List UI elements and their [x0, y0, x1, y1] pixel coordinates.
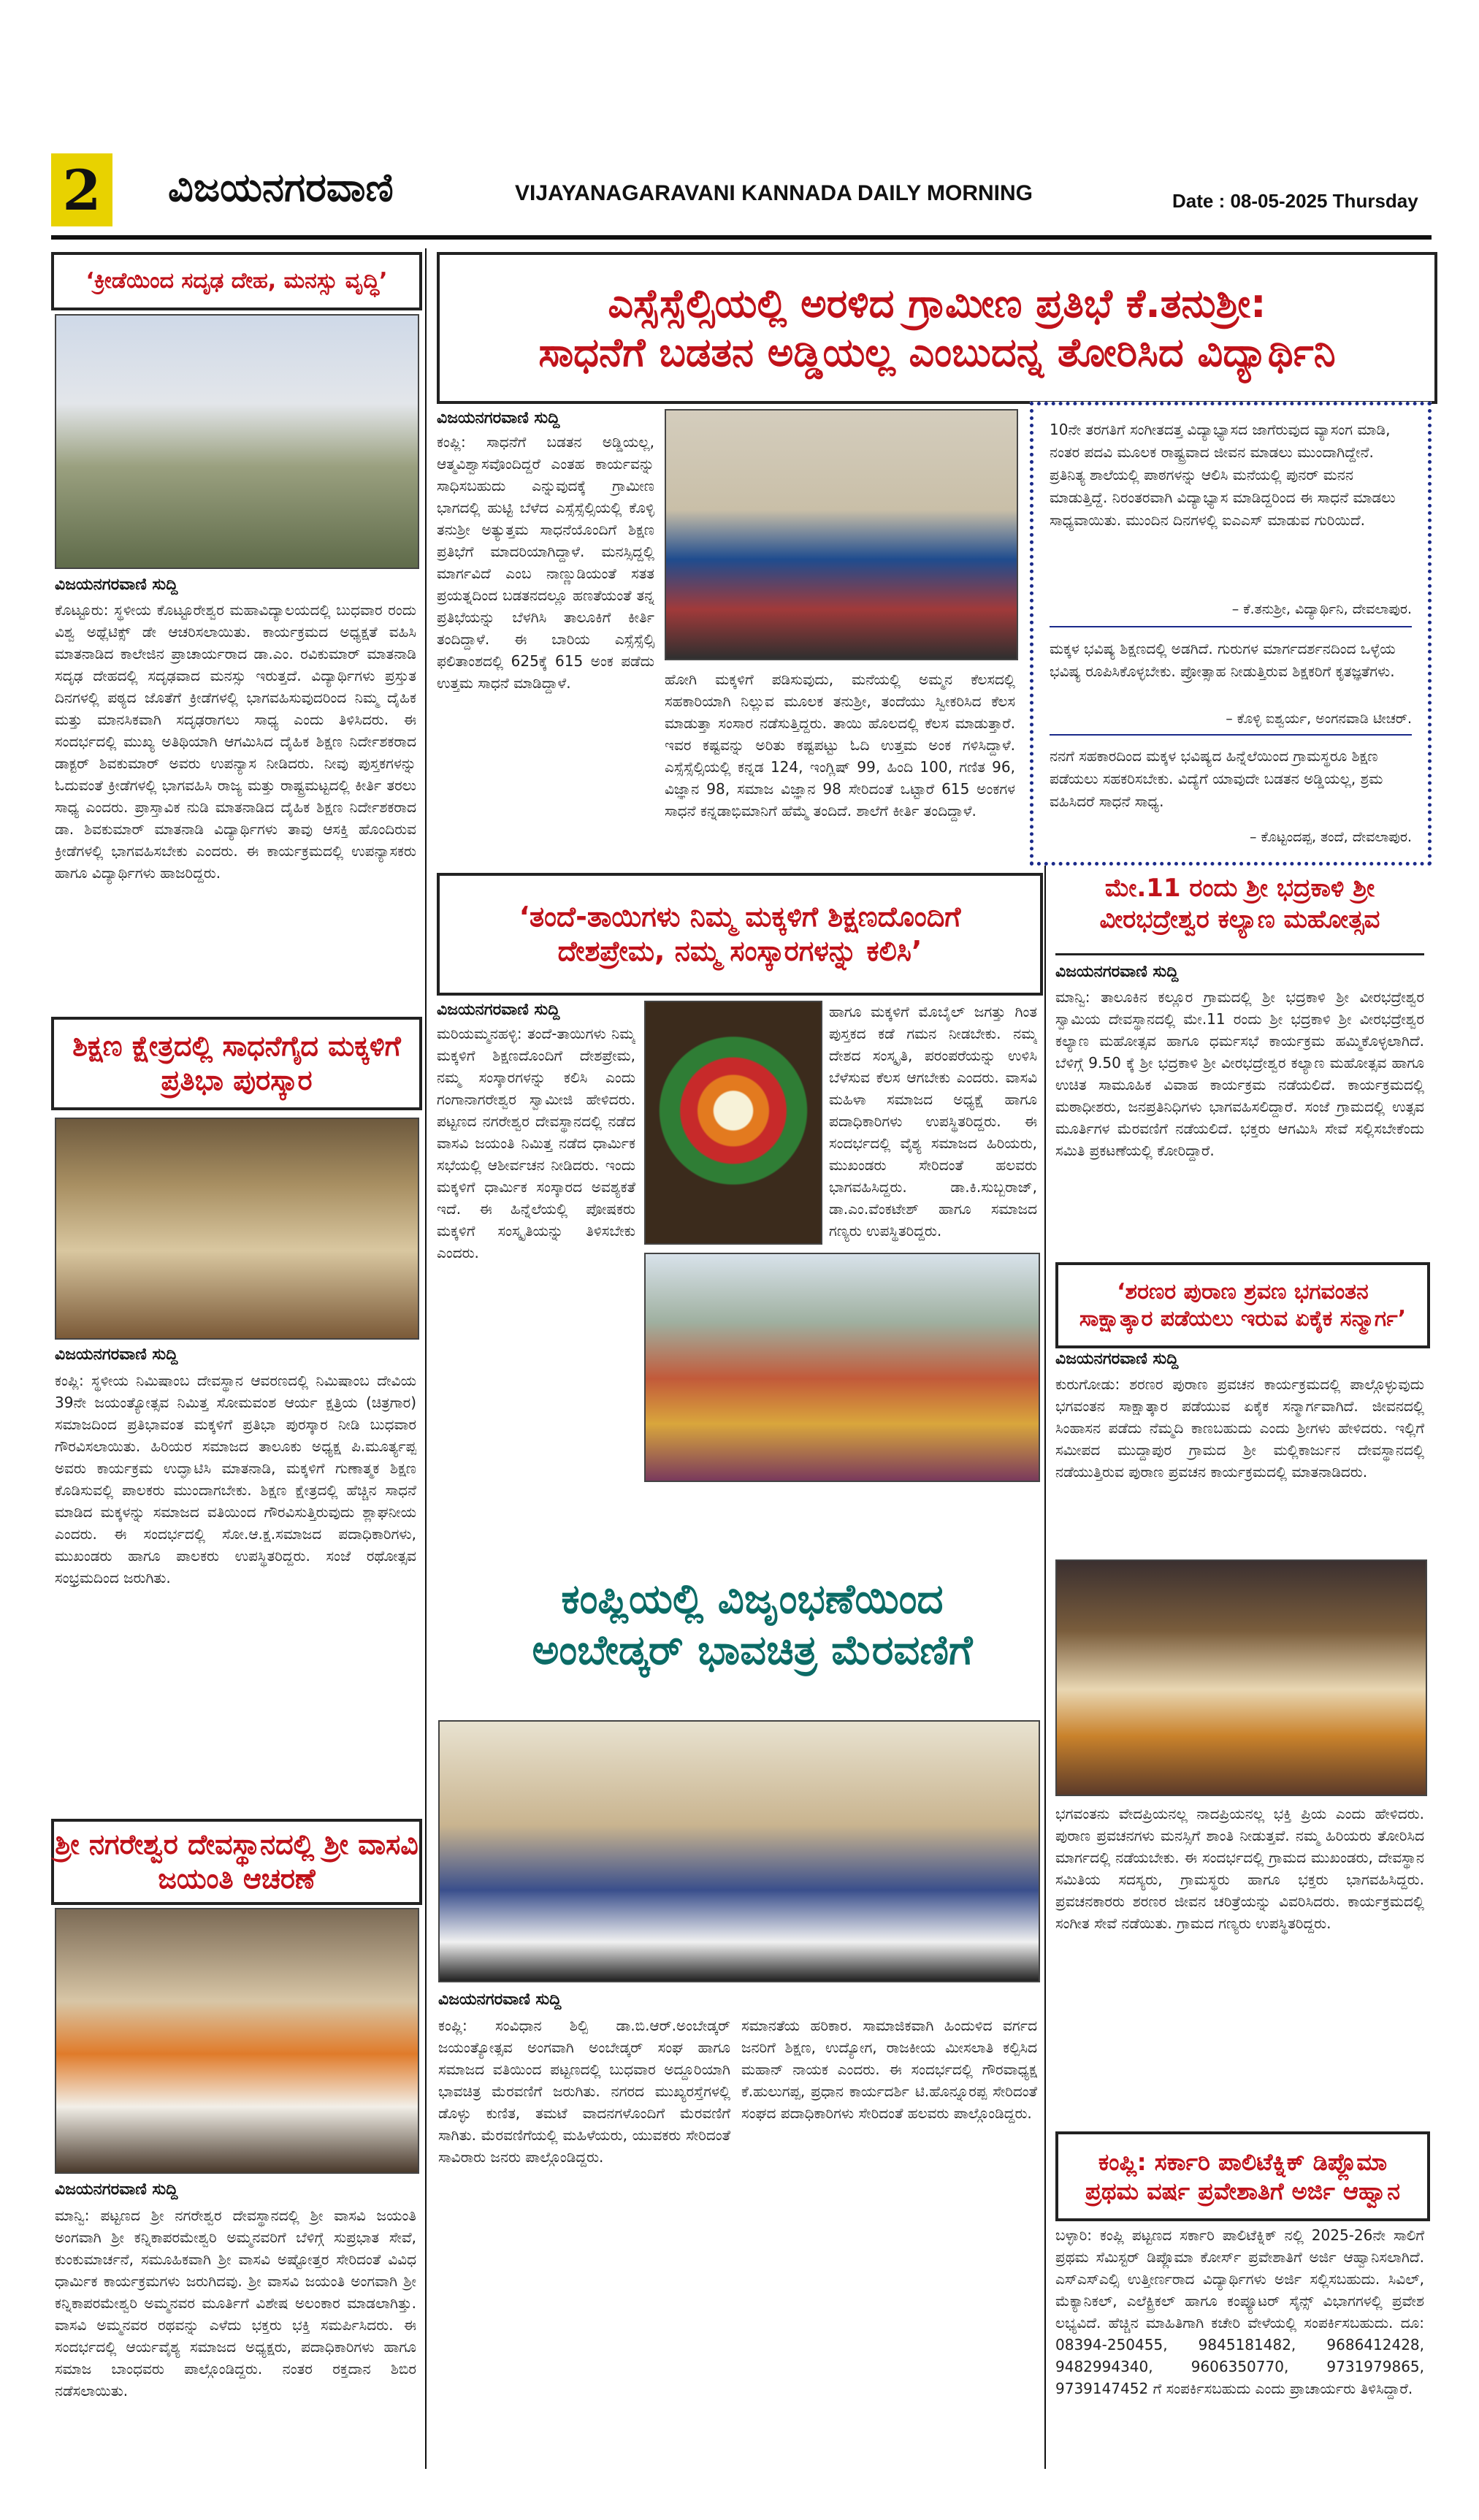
- parents-byline: ವಿಜಯನಗರವಾಣಿ ಸುದ್ದಿ: [437, 1001, 560, 1019]
- sports-body: ಕೊಟ್ಟೂರು: ಸ್ಥಳೀಯ ಕೊಟ್ಟೂರೇಶ್ವರ ಮಹಾವಿದ್ಯಾಲಯದಲ್ಲಿ ಬುಧವಾರ ರಂದು ವಿಶ್ವ ಅಥ್ಲೆಟಿಕ್ಸ್ ಡೇ ಆಚರಿಸಲಾಯಿತು. ಕಾರ್ಯಕ್ರಮದ ಅಧ್ಯಕ್ಷತೆ ವಹಿಸಿ ಮಾತನಾಡಿದ ಕಾಲೇಜಿನ ಪ್ರಾಚಾರ್ಯರಾದ ಡಾ.ಎಂ. ರವಿಕುಮಾರ್ ಮಾತನಾಡಿ ಸದೃಢ ದೇಹದಲ್ಲಿ ಸದೃಢವಾದ ಮನಸ್ಸು ಇರುತ್ತದೆ. ವಿದ್ಯಾರ್ಥಿಗಳು ಪ್ರಸ್ತುತ ದಿನಗಳಲ್ಲಿ ಪಠ್ಯದ ಜೊತೆಗೆ ಕ್ರೀಡೆಗಳಲ್ಲಿ ಭಾಗವಹಿಸುವುದರಿಂದ ನಿಮ್ಮ ದೈಹಿಕ ಮತ್ತು ಮಾನಸಿಕವಾಗಿ ಸದೃಢರಾಗಲು ಸಾಧ್ಯ ಎಂದು ತಿಳಿಸಿದರು. ಈ ಸಂದರ್ಭದಲ್ಲಿ ಮುಖ್ಯ ಅತಿಥಿಯಾಗಿ ಆಗಮಿಸಿದ ದೈಹಿಕ ಶಿಕ್ಷಣ ನಿರ್ದೇಶಕರಾದ ಡಾಕ್ಟರ್ ಶಿವಕುಮಾರ್ ಅವರು ಉಪನ್ಯಾಸ ನೀಡಿದರು. ನೀವು ಪುಸ್ತಕಗಳನ್ನು ಓದುವಂತೆ ಕ್ರೀಡೆಗಳಲ್ಲಿ ಭಾಗವಹಿಸಿ ರಾಜ್ಯ ಮತ್ತು ರಾಷ್ಟ್ರಮಟ್ಟದಲ್ಲಿ ಕೀರ್ತಿ ತರಲು ಸಾಧ್ಯ ಎಂದರು. ಪ್ರಾಸ್ತಾವಿಕ ನುಡಿ ಮಾತನಾಡಿದ ದೈಹಿಕ ಶಿಕ್ಷಣ ನಿರ್ದೇಶಕರಾದ ಡಾ. ಶಿವಕುಮಾರ್ ಮಾತನಾಡಿ ವಿದ್ಯಾರ್ಥಿಗಳು ತಾವು ಆಸಕ್ತಿ ಹೊಂದಿರುವ ಕ್ರೀಡೆಗಳಲ್ಲಿ ಭಾಗವಹಿಸಬೇಕು ಎಂದರು. ಈ ಕಾರ್ಯಕ್ರಮದಲ್ಲಿ ಉಪನ್ಯಾಸಕರು ಹಾಗೂ ವಿದ್ಯಾರ್ಥಿಗಳು ಹಾಜರಿದ್ದರು.: [55, 601, 416, 882]
- sslc-quote-teacher-sig: – ಕೊಳ್ಳಿ ಐಶ್ವರ್ಯ, ಅಂಗನವಾಡಿ ಟೀಚರ್.: [1226, 711, 1412, 727]
- ambedkar-headline-line1: ಕಂಪ್ಲಿಯಲ್ಲಿ ವಿಜೃಂಭಣೆಯಿಂದ: [561, 1576, 944, 1623]
- award-body: ಕಂಪ್ಲಿ: ಸ್ಥಳೀಯ ನಿಮಿಷಾಂಬ ದೇವಸ್ಥಾನ ಆವರಣದಲ್ಲಿ ನಿಮಿಷಾಂಬ ದೇವಿಯ 39ನೇ ಜಯಂತ್ಯೋತ್ಸವ ನಿಮಿತ್ತ ಸೋಮವಂಶ ಆರ್ಯ ಕ್ಷತ್ರಿಯ (ಚಿತ್ರಗಾರ) ಸಮಾಜದಿಂದ ಪ್ರತಿಭಾವಂತ ಮಕ್ಕಳಿಗೆ ಪ್ರತಿಭಾ ಪುರಸ್ಕಾರ ನೀಡಿ ಬುಧವಾರ ಗೌರವಿಸಲಾಯಿತು. ಹಿರಿಯರ ಸಮಾಜದ ತಾಲೂಕು ಅಧ್ಯಕ್ಷ ಪಿ.ಮೂರ್ತ್ಯಪ್ಪ ಅವರು ಕಾರ್ಯಕ್ರಮ ಉದ್ಘಾಟಿಸಿ ಮಾತನಾಡಿ, ಮಕ್ಕಳಿಗೆ ಗುಣಾತ್ಮಕ ಶಿಕ್ಷಣ ಕೊಡಿಸುವಲ್ಲಿ ಪಾಲಕರು ಮುಂದಾಗಬೇಕು. ಶಿಕ್ಷಣ ಕ್ಷೇತ್ರದಲ್ಲಿ ಹೆಚ್ಚಿನ ಸಾಧನೆ ಮಾಡಿದ ಮಕ್ಕಳನ್ನು ಸಮಾಜದ ವತಿಯಿಂದ ಗೌರವಿಸುತ್ತಿರುವುದು ಶ್ಲಾಘನೀಯ ಎಂದರು. ಈ ಸಂದರ್ಭದಲ್ಲಿ ಸೋ.ಆ.ಕ್ಷ.ಸಮಾಜದ ಪದಾಧಿಕಾರಿಗಳು, ಮುಖಂಡರು ಹಾಗೂ ಪಾಲಕರು ಉಪಸ್ಥಿತರಿದ್ದರು. ಸಂಜೆ ರಥೋತ್ಸವ ಸಂಭ್ರಮದಿಂದ ಜರುಗಿತು.: [55, 1372, 416, 1587]
- parents-procession-photo: [644, 1253, 1040, 1482]
- sslc-headline-line2: ಸಾಧನೆಗೆ ಬಡತನ ಅಡ್ಡಿಯಲ್ಲ ಎಂಬುದನ್ನ ತೋರಿಸಿದ ವಿದ್ಯಾರ್ಥಿನಿ: [538, 329, 1336, 375]
- jayanti-headline: ಶ್ರೀ ನಗರೇಶ್ವರ ದೇವಸ್ಥಾನದಲ್ಲಿ ಶ್ರೀ ವಾಸವಿ ಜಯಂತಿ ಆಚರಣೆ: [51, 1819, 422, 1905]
- jayanti-photo: [55, 1908, 419, 2174]
- sslc-quote-student-sig: – ಕೆ.ತನುಶ್ರೀ, ವಿದ್ಯಾರ್ಥಿನಿ, ದೇವಲಾಪುರ.: [1231, 601, 1412, 617]
- sharana-headline: [1055, 1262, 1430, 1348]
- sharana-headline-line2: ಸಾಕ್ಷಾತ್ಕಾರ ಪಡೆಯಲು ಇರುವ ಏಕೈಕ ಸನ್ಮಾರ್ಗ’: [1079, 1306, 1407, 1332]
- parents-headline-line2: ದೇಶಪ್ರೇಮ, ನಮ್ಮ ಸಂಸ್ಕಾರಗಳನ್ನು ಕಲಿಸಿ’: [557, 935, 922, 967]
- sports-byline: ವಿಜಯನಗರವಾಣಿ ಸುದ್ದಿ: [55, 576, 178, 594]
- ambedkar-body-col2: ಸಮಾನತೆಯ ಹರಿಕಾರ. ಸಾಮಾಜಿಕವಾಗಿ ಹಿಂದುಳಿದ ವರ್ಗದ ಜನರಿಗೆ ಶಿಕ್ಷಣ, ಉದ್ಯೋಗ, ರಾಜಕೀಯ ಮೀಸಲಾತಿ ಕಲ್ಪಿಸಿದ ಮಹಾನ್ ನಾಯಕ ಎಂದರು. ಈ ಸಂದರ್ಭದಲ್ಲಿ ಗೌರವಾಧ್ಯಕ್ಷ ಕೆ.ಹುಲುಗಪ್ಪ, ಪ್ರಧಾನ ಕಾರ್ಯದರ್ಶಿ ಟಿ.ಹೊನ್ನೂರಪ್ಪ ಸೇರಿದಂತೆ ಸಂಘದ ಪದಾಧಿಕಾರಿಗಳು ಸೇರಿದಂತೆ ಹಲವರು ಪಾಲ್ಗೊಂಡಿದ್ದರು.: [741, 2017, 1037, 2122]
- sslc-quote-father-sig: – ಕೊಟ್ಟಂದಪ್ಪ, ತಂದೆ, ದೇವಲಾಪುರ.: [1249, 829, 1412, 845]
- polytechnic-headline-line1: ಕಂಪ್ಲಿ: ಸರ್ಕಾರಿ ಪಾಲಿಟೆಕ್ನಿಕ್ ಡಿಪ್ಲೊಮಾ: [1098, 2147, 1388, 2176]
- parents-headline: [437, 873, 1043, 996]
- sslc-headline-line1: ಎಸ್ಸೆಸ್ಸೆಲ್ಸಿಯಲ್ಲಿ ಅರಳಿದ ಗ್ರಾಮೀಣ ಪ್ರತಿಭೆ ಕೆ.ತನುಶ್ರೀ:: [608, 280, 1266, 327]
- sports-headline: ‘ಕ್ರೀಡೆಯಿಂದ ಸದೃಢ ದೇಹ, ಮನಸ್ಸು ವೃದ್ಧಿ’: [51, 252, 422, 310]
- column-divider-right: [1044, 866, 1046, 2469]
- masthead-title-english: VIJAYANAGARAVANI KANNADA DAILY MORNING: [515, 181, 1033, 205]
- sports-photo: [55, 314, 419, 569]
- award-photo: [55, 1118, 419, 1340]
- quote-divider: [1050, 734, 1412, 736]
- polytechnic-body: ಬಳ್ಳಾರಿ: ಕಂಪ್ಲಿ ಪಟ್ಟಣದ ಸರ್ಕಾರಿ ಪಾಲಿಟೆಕ್ನಿಕ್ ನಲ್ಲಿ 2025-26ನೇ ಸಾಲಿಗೆ ಪ್ರಥಮ ಸೆಮಿಸ್ಟರ್ ಡಿಪ್ಲೊಮಾ ಕೋರ್ಸ್ ಪ್ರವೇಶಾತಿಗೆ ಅರ್ಜಿ ಆಹ್ವಾನಿಸಲಾಗಿದೆ. ಎಸ್ಎಸ್ಎಲ್ಸಿ ಉತ್ತೀರ್ಣರಾದ ವಿದ್ಯಾರ್ಥಿಗಳು ಅರ್ಜಿ ಸಲ್ಲಿಸಬಹುದು. ಸಿವಿಲ್, ಮೆಕ್ಯಾನಿಕಲ್, ಎಲೆಕ್ಟ್ರಿಕಲ್ ಹಾಗೂ ಕಂಪ್ಯೂಟರ್ ಸೈನ್ಸ್ ವಿಭಾಗಗಳಲ್ಲಿ ಪ್ರವೇಶ ಲಭ್ಯವಿದೆ. ಹೆಚ್ಚಿನ ಮಾಹಿತಿಗಾಗಿ ಕಚೇರಿ ವೇಳೆಯಲ್ಲಿ ಸಂಪರ್ಕಿಸಬಹುದು. ದೂ: 08394-250455, 9845181482, 9686412428, 9482994340, 9606350770, 9731979865, 9739147452 ಗೆ ಸಂಪರ್ಕಿಸಬಹುದು ಎಂದು ಪ್ರಾಚಾರ್ಯರು ತಿಳಿಸಿದ್ದಾರೆ.: [1055, 2226, 1424, 2397]
- masthead-rule: [51, 235, 1432, 240]
- masthead-date: Date : 08-05-2025 Thursday: [1172, 190, 1418, 212]
- sharana-body-bottom: ಭಗವಂತನು ವೇದಪ್ರಿಯನಲ್ಲ ನಾದಪ್ರಿಯನಲ್ಲ ಭಕ್ತಿ ಪ್ರಿಯ ಎಂದು ಹೇಳಿದರು. ಪುರಾಣ ಪ್ರವಚನಗಳು ಮನಸ್ಸಿಗೆ ಶಾಂತಿ ನೀಡುತ್ತವೆ. ನಮ್ಮ ಹಿರಿಯರು ತೋರಿಸಿದ ಮಾರ್ಗದಲ್ಲಿ ನಡೆಯಬೇಕು. ಈ ಸಂದರ್ಭದಲ್ಲಿ ಗ್ರಾಮದ ಮುಖಂಡರು, ದೇವಸ್ಥಾನ ಸಮಿತಿಯ ಸದಸ್ಯರು, ಗ್ರಾಮಸ್ಥರು ಹಾಗೂ ಭಕ್ತರು ಭಾಗವಹಿಸಿದ್ದರು. ಪ್ರವಚನಕಾರರು ಶರಣರ ಜೀವನ ಚರಿತ್ರೆಯನ್ನು ವಿವರಿಸಿದರು. ಕಾರ್ಯಕ್ರಮದಲ್ಲಿ ಸಂಗೀತ ಸೇವೆ ನಡೆಯಿತು. ಗ್ರಾಮದ ಗಣ್ಯರು ಉಪಸ್ಥಿತರಿದ್ದರು.: [1055, 1805, 1424, 1932]
- page-number-badge: [51, 153, 112, 226]
- kalyana-body: ಮಾನ್ವಿ: ತಾಲೂಕಿನ ಕಲ್ಲೂರ ಗ್ರಾಮದಲ್ಲಿ ಶ್ರೀ ಭದ್ರಕಾಳಿ ಶ್ರೀ ವೀರಭದ್ರೇಶ್ವರ ಸ್ವಾಮಿಯ ದೇವಸ್ಥಾನದಲ್ಲಿ ಮೇ.11 ರಂದು ಶ್ರೀ ಭದ್ರಕಾಳಿ ಶ್ರೀ ವೀರಭದ್ರೇಶ್ವರ ಕಲ್ಯಾಣ ಮಹೋತ್ಸವ ಹಾಗೂ ಧರ್ಮಸಭೆ ಕಾರ್ಯಕ್ರಮ ಹಮ್ಮಿಕೊಳ್ಳಲಾಗಿದೆ. ಬೆಳಿಗ್ಗೆ 9.50 ಕ್ಕೆ ಶ್ರೀ ಭದ್ರಕಾಳಿ ಶ್ರೀ ವೀರಭದ್ರೇಶ್ವರ ಕಲ್ಯಾಣ ಮಹೋತ್ಸವ ಹಾಗೂ ಉಚಿತ ಸಾಮೂಹಿಕ ವಿವಾಹ ಕಾರ್ಯಕ್ರಮ ನಡೆಯಲಿದೆ. ಕಾರ್ಯಕ್ರಮದಲ್ಲಿ ಮಠಾಧೀಶರು, ಜನಪ್ರತಿನಿಧಿಗಳು ಭಾಗವಹಿಸಲಿದ್ದಾರೆ. ಸಂಜೆ ಗ್ರಾಮದಲ್ಲಿ ಉತ್ಸವ ಮೂರ್ತಿಗಳ ಮೆರವಣಿಗೆ ನಡೆಯಲಿದೆ. ಭಕ್ತರು ಆಗಮಿಸಿ ಸೇವೆ ಸಲ್ಲಿಸಬೇಕೆಂದು ಸಮಿತಿ ಪ್ರಕಟಣೆಯಲ್ಲಿ ಕೋರಿದ್ದಾರೆ.: [1055, 988, 1424, 1159]
- kalyana-headline-line2: ವೀರಭದ್ರೇಶ್ವರ ಕಲ್ಯಾಣ ಮಹೋತ್ಸವ: [1099, 904, 1380, 934]
- sharana-headline-line1: ‘ಶರಣರ ಪುರಾಣ ಶ್ರವಣ ಭಗವಂತನ: [1117, 1278, 1369, 1305]
- sslc-byline: ವಿಜಯನಗರವಾಣಿ ಸುದ್ದಿ: [437, 409, 560, 427]
- sslc-family-photo: [665, 409, 1018, 660]
- kalyana-byline: ವಿಜಯನಗರವಾಣಿ ಸುದ್ದಿ: [1055, 963, 1179, 981]
- parents-deity-photo: [644, 1001, 822, 1245]
- polytechnic-headline-line2: ಪ್ರಥಮ ವರ್ಷ ಪ್ರವೇಶಾತಿಗೆ ಅರ್ಜಿ ಆಹ್ವಾನ: [1085, 2177, 1401, 2205]
- jayanti-byline: ವಿಜಯನಗರವಾಣಿ ಸುದ್ದಿ: [55, 2180, 178, 2199]
- column-divider-left: [425, 248, 427, 2469]
- parents-body-col1: ಮರಿಯಮ್ಮನಹಳ್ಳಿ: ತಂದೆ-ತಾಯಿಗಳು ನಿಮ್ಮ ಮಕ್ಕಳಿಗೆ ಶಿಕ್ಷಣದೊಂದಿಗೆ ದೇಶಪ್ರೇಮ, ನಮ್ಮ ಸಂಸ್ಕಾರಗಳನ್ನು ಕಲಿಸಿ ಎಂದು ಗಂಗಾನಾಗರೇಶ್ವರ ಸ್ವಾಮೀಜಿ ಹೇಳಿದರು. ಪಟ್ಟಣದ ನಗರೇಶ್ವರ ದೇವಸ್ಥಾನದಲ್ಲಿ ನಡೆದ ವಾಸವಿ ಜಯಂತಿ ನಿಮಿತ್ತ ನಡೆದ ಧಾರ್ಮಿಕ ಸಭೆಯಲ್ಲಿ ಆಶೀರ್ವಚನ ನೀಡಿದರು. ಇಂದು ಮಕ್ಕಳಿಗೆ ಧಾರ್ಮಿಕ ಸಂಸ್ಕಾರದ ಅವಶ್ಯಕತೆ ಇದೆ. ಈ ಹಿನ್ನೆಲೆಯಲ್ಲಿ ಪೋಷಕರು ಮಕ್ಕಳಿಗೆ ಸಂಸ್ಕೃತಿಯನ್ನು ತಿಳಿಸಬೇಕು ಎಂದರು.: [437, 1025, 635, 1261]
- jayanti-body: ಮಾನ್ವಿ: ಪಟ್ಟಣದ ಶ್ರೀ ನಗರೇಶ್ವರ ದೇವಸ್ಥಾನದಲ್ಲಿ ಶ್ರೀ ವಾಸವಿ ಜಯಂತಿ ಅಂಗವಾಗಿ ಶ್ರೀ ಕನ್ನಿಕಾಪರಮೇಶ್ವರಿ ಅಮ್ಮನವರಿಗೆ ಬೆಳಿಗ್ಗೆ ಸುಪ್ರಭಾತ ಸೇವೆ, ಕುಂಕುಮಾರ್ಚನೆ, ಸಮೂಹಿಕವಾಗಿ ಶ್ರೀ ವಾಸವಿ ಅಷ್ಟೋತ್ತರ ಸೇರಿದಂತೆ ವಿವಿಧ ಧಾರ್ಮಿಕ ಕಾರ್ಯಕ್ರಮಗಳು ಜರುಗಿದವು. ಶ್ರೀ ವಾಸವಿ ಜಯಂತಿ ಅಂಗವಾಗಿ ಶ್ರೀ ಕನ್ನಿಕಾಪರಮೇಶ್ವರಿ ಅಮ್ಮನವರ ಮೂರ್ತಿಗೆ ವಿಶೇಷ ಅಲಂಕಾರ ಮಾಡಲಾಗಿತ್ತು. ವಾಸವಿ ಅಮ್ಮನವರ ರಥವನ್ನು ಎಳೆದು ಭಕ್ತರು ಭಕ್ತಿ ಸಮರ್ಪಿಸಿದರು. ಈ ಸಂದರ್ಭದಲ್ಲಿ ಆರ್ಯವೈಶ್ಯ ಸಮಾಜದ ಅಧ್ಯಕ್ಷರು, ಪದಾಧಿಕಾರಿಗಳು ಹಾಗೂ ಸಮಾಜ ಬಾಂಧವರು ಪಾಲ್ಗೊಂಡಿದ್ದರು. ನಂತರ ರಕ್ತದಾನ ಶಿಬಿರ ನಡೆಸಲಾಯಿತು.: [55, 2207, 416, 2399]
- ambedkar-headline-line2: ಅಂಬೇಡ್ಕರ್ ಭಾವಚಿತ್ರ ಮೆರವಣಿಗೆ: [532, 1627, 973, 1674]
- ambedkar-procession-photo: [438, 1720, 1040, 1982]
- award-headline: ಶಿಕ್ಷಣ ಕ್ಷೇತ್ರದಲ್ಲಿ ಸಾಧನೆಗೈದ ಮಕ್ಕಳಿಗೆ ಪ್ರತಿಭಾ ಪುರಸ್ಕಾರ: [51, 1017, 422, 1110]
- parents-body-col2: ಹಾಗೂ ಮಕ್ಕಳಿಗೆ ಮೊಬೈಲ್ ಜಗತ್ತು ಗಿಂತ ಪುಸ್ತಕದ ಕಡೆ ಗಮನ ನೀಡಬೇಕು. ನಮ್ಮ ದೇಶದ ಸಂಸ್ಕೃತಿ, ಪರಂಪರೆಯನ್ನು ಉಳಿಸಿ ಬೆಳೆಸುವ ಕೆಲಸ ಆಗಬೇಕು ಎಂದರು. ವಾಸವಿ ಮಹಿಳಾ ಸಮಾಜದ ಅಧ್ಯಕ್ಷೆ ಹಾಗೂ ಪದಾಧಿಕಾರಿಗಳು ಉಪಸ್ಥಿತರಿದ್ದರು. ಈ ಸಂದರ್ಭದಲ್ಲಿ ವೈಶ್ಯ ಸಮಾಜದ ಹಿರಿಯರು, ಮುಖಂಡರು ಸೇರಿದಂತೆ ಹಲವರು ಭಾಗವಹಿಸಿದ್ದರು. ಡಾ.ಕಿ.ಸುಬ್ಬರಾಜ್, ಡಾ.ಎಂ.ವೆಂಕಟೇಶ್ ಹಾಗೂ ಸಮಾಜದ ಗಣ್ಯರು ಉಪಸ್ಥಿತರಿದ್ದರು.: [829, 1003, 1037, 1240]
- sslc-body-col2: ಹೋಗಿ ಮಕ್ಕಳಿಗೆ ಪಡಿಸುವುದು, ಮನೆಯಲ್ಲಿ ಅಮ್ಮನ ಕೆಲಸದಲ್ಲಿ ಸಹಕಾರಿಯಾಗಿ ನಿಲ್ಲುವ ಮೂಲಕ ತನುಶ್ರೀ, ತಂದೆಯು ಸ್ವೀಕರಿಸಿದ ಕೆಲಸ ಮಾಡುತ್ತಾ ಸಂಸಾರ ನಡೆಸುತ್ತಿದ್ದರು. ತಾಯಿ ಹೊಲದಲ್ಲಿ ಕೆಲಸ ಮಾಡುತ್ತಾರೆ. ಇವರ ಕಷ್ಟವನ್ನು ಅರಿತು ಕಷ್ಟಪಟ್ಟು ಓದಿ ಉತ್ತಮ ಅಂಕ ಗಳಿಸಿದ್ದಾಳೆ. ಎಸ್ಸೆಸ್ಸೆಲ್ಸಿಯಲ್ಲಿ ಕನ್ನಡ 124, ಇಂಗ್ಲಿಷ್ 99, ಹಿಂದಿ 100, ಗಣಿತ 96, ವಿಜ್ಞಾನ 98, ಸಮಾಜ ವಿಜ್ಞಾನ 98 ಸೇರಿದಂತೆ ಒಟ್ಟಾರೆ 615 ಅಂಕಗಳ ಸಾಧನೆ ಕನ್ನಡಾಭಿಮಾನಿಗೆ ಹೆಮ್ಮೆ ತಂದಿದೆ. ಶಾಲೆಗೆ ಕೀರ್ತಿ ತಂದಿದ್ದಾಳೆ.: [665, 671, 1015, 820]
- sslc-body-col1: ಕಂಪ್ಲಿ: ಸಾಧನೆಗೆ ಬಡತನ ಅಡ್ಡಿಯಲ್ಲ, ಆತ್ಮವಿಶ್ವಾಸವೊಂದಿದ್ದರೆ ಎಂತಹ ಕಾರ್ಯವನ್ನು ಸಾಧಿಸಬಹುದು ಎನ್ನುವುದಕ್ಕೆ ಗ್ರಾಮೀಣ ಭಾಗದಲ್ಲಿ ಹುಟ್ಟಿ ಬೆಳೆದ ಎಸ್ಸೆಸ್ಸೆಲ್ಸಿಯಲ್ಲಿ ಕೊಳ್ಳಿ ತನುಶ್ರೀ ಅತ್ಯುತ್ತಮ ಸಾಧನೆಯೊಂದಿಗೆ ಶಿಕ್ಷಣ ಪ್ರತಿಭೆಗೆ ಮಾದರಿಯಾಗಿದ್ದಾಳೆ. ಮನಸ್ಸಿದ್ದಲ್ಲಿ ಮಾರ್ಗವಿದೆ ಎಂಬ ನಾಣ್ಣುಡಿಯಂತೆ ಸತತ ಪ್ರಯತ್ನದಿಂದ ಬಡತನದಲ್ಲೂ ಹಣತೆಯಂತೆ ತನ್ನ ಪ್ರತಿಭೆಯನ್ನು ಬೆಳಗಿಸಿ ತಾಲೂಕಿಗೆ ಕೀರ್ತಿ ತಂದಿದ್ದಾಳೆ. ಈ ಬಾರಿಯ ಎಸ್ಸೆಸ್ಸೆಲ್ಸಿ ಫಲಿತಾಂಶದಲ್ಲಿ 625ಕ್ಕೆ 615 ಅಂಕ ಪಡೆದು ಉತ್ತಮ ಸಾಧನೆ ಮಾಡಿದ್ದಾಳೆ.: [437, 433, 654, 692]
- sslc-quote-box: [1030, 402, 1432, 866]
- sslc-quote-teacher: ಮಕ್ಕಳ ಭವಿಷ್ಯ ಶಿಕ್ಷಣದಲ್ಲಿ ಅಡಗಿದೆ. ಗುರುಗಳ ಮಾರ್ಗದರ್ಶನದಿಂದ ಒಳ್ಳೆಯ ಭವಿಷ್ಯ ರೂಪಿಸಿಕೊಳ್ಳಬೇಕು. ಪ್ರೋತ್ಸಾಹ ನೀಡುತ್ತಿರುವ ಶಿಕ್ಷಕರಿಗೆ ಕೃತಜ್ಞತೆಗಳು.: [1050, 640, 1396, 680]
- masthead-title-kannada: ವಿಜಯನಗರವಾಣಿ: [168, 164, 394, 210]
- sslc-quote-father: ನನಗೆ ಸಹಕಾರದಿಂದ ಮಕ್ಕಳ ಭವಿಷ್ಯದ ಹಿನ್ನೆಲೆಯಿಂದ ಗ್ರಾಮಸ್ಥರೂ ಶಿಕ್ಷಣ ಪಡೆಯಲು ಸಹಕರಿಸಬೇಕು. ವಿದ್ಯೆಗೆ ಯಾವುದೇ ಬಡತನ ಅಡ್ಡಿಯಲ್ಲ, ಶ್ರಮ ವಹಿಸಿದರೆ ಸಾಧನೆ ಸಾಧ್ಯ.: [1050, 747, 1383, 810]
- sharana-photo: [1055, 1559, 1427, 1796]
- award-byline: ವಿಜಯನಗರವಾಣಿ ಸುದ್ದಿ: [55, 1345, 178, 1364]
- polytechnic-headline: [1055, 2131, 1430, 2221]
- ambedkar-body-col1: ಕಂಪ್ಲಿ: ಸಂವಿಧಾನ ಶಿಲ್ಪಿ ಡಾ.ಬಿ.ಆರ್.ಅಂಬೇಡ್ಕರ್ ಜಯಂತ್ಯೋತ್ಸವ ಅಂಗವಾಗಿ ಅಂಬೇಡ್ಕರ್ ಸಂಘ ಹಾಗೂ ಸಮಾಜದ ವತಿಯಿಂದ ಪಟ್ಟಣದಲ್ಲಿ ಬುಧವಾರ ಅದ್ದೂರಿಯಾಗಿ ಭಾವಚಿತ್ರ ಮೆರವಣಿಗೆ ಜರುಗಿತು. ನಗರದ ಮುಖ್ಯರಸ್ತೆಗಳಲ್ಲಿ ಡೊಳ್ಳು ಕುಣಿತ, ತಮಟೆ ವಾದನಗಳೊಂದಿಗೆ ಮೆರವಣಿಗೆ ಸಾಗಿತು. ಮೆರವಣಿಗೆಯಲ್ಲಿ ಮಹಿಳೆಯರು, ಯುವಕರು ಸೇರಿದಂತೆ ಸಾವಿರಾರು ಜನರು ಪಾಲ್ಗೊಂಡಿದ್ದರು.: [438, 2017, 730, 2166]
- kalyana-headline: [1055, 873, 1424, 955]
- parents-headline-line1: ‘ತಂದೆ-ತಾಯಿಗಳು ನಿಮ್ಮ ಮಕ್ಕಳಿಗೆ ಶಿಕ್ಷಣದೊಂದಿಗೆ: [519, 900, 961, 933]
- ambedkar-headline: [467, 1574, 1037, 1713]
- ambedkar-byline: ವಿಜಯನಗರವಾಣಿ ಸುದ್ದಿ: [438, 1990, 562, 2009]
- sslc-quote-student: 10ನೇ ತರಗತಿಗೆ ಸಂಗೀತದತ್ತ ವಿದ್ಯಾಭ್ಯಾಸದ ಜಾಗೆರುವುದ ವ್ಯಾಸಂಗ ಮಾಡಿ, ನಂತರ ಪದವಿ ಮೂಲಕ ರಾಷ್ಟ್ರವಾದ ಜೀವನ ಮಾಡಲು ಮುಂದಾಗಿದ್ದೇನೆ. ಪ್ರತಿನಿತ್ಯ ಶಾಲೆಯಲ್ಲಿ ಪಾಠಗಳನ್ನು ಆಲಿಸಿ ಮನೆಯಲ್ಲಿ ಪುನರ್ ಮನನ ಮಾಡುತ್ತಿದ್ದೆ. ನಿರಂತರವಾಗಿ ವಿದ್ಯಾಭ್ಯಾಸ ಮಾಡಿದ್ದರಿಂದ ಈ ಸಾಧನೆ ಮಾಡಲು ಸಾಧ್ಯವಾಯಿತು. ಮುಂದಿನ ದಿನಗಳಲ್ಲಿ ಐಎಎಸ್ ಮಾಡುವ ಗುರಿಯಿದೆ.: [1050, 421, 1396, 529]
- sharana-body-top: ಕುರುಗೋಡು: ಶರಣರ ಪುರಾಣ ಪ್ರವಚನ ಕಾರ್ಯಕ್ರಮದಲ್ಲಿ ಪಾಲ್ಗೊಳ್ಳುವುದು ಭಗವಂತನ ಸಾಕ್ಷಾತ್ಕಾರ ಪಡೆಯುವ ಏಕೈಕ ಸನ್ಮಾರ್ಗವಾಗಿದೆ. ಜೀವನದಲ್ಲಿ ಸಿಂಹಾಸನ ಪಡೆದು ನೆಮ್ಮದಿ ಕಾಣಬಹುದು ಎಂದು ಶ್ರೀಗಳು ಹೇಳಿದರು. ಇಲ್ಲಿಗೆ ಸಮೀಪದ ಮುದ್ದಾಪುರ ಗ್ರಾಮದ ಶ್ರೀ ಮಲ್ಲಿಕಾರ್ಜುನ ದೇವಸ್ಥಾನದಲ್ಲಿ ನಡೆಯುತ್ತಿರುವ ಪುರಾಣ ಪ್ರವಚನ ಕಾರ್ಯಕ್ರಮದಲ್ಲಿ ಮಾತನಾಡಿದರು.: [1055, 1375, 1424, 1481]
- sharana-byline: ವಿಜಯನಗರವಾಣಿ ಸುದ್ದಿ: [1055, 1350, 1179, 1368]
- page-number: 2: [62, 157, 102, 223]
- quote-divider: [1050, 626, 1412, 627]
- kalyana-headline-line1: ಮೇ.11 ರಂದು ಶ್ರೀ ಭದ್ರಕಾಳಿ ಶ್ರೀ: [1104, 874, 1375, 903]
- sslc-headline: [437, 252, 1437, 404]
